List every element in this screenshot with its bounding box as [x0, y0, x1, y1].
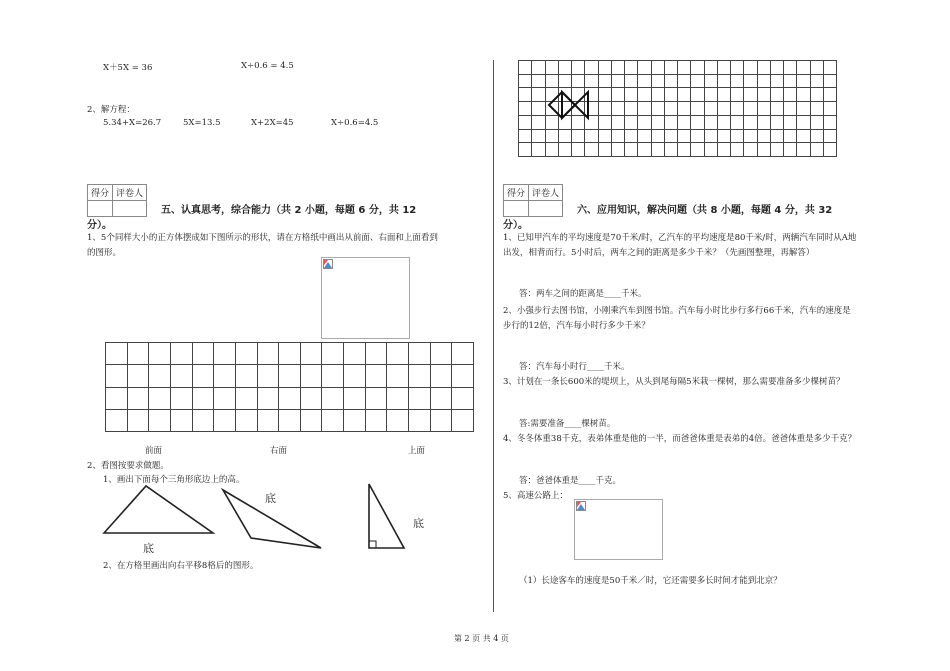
triangle-3[interactable] — [369, 484, 404, 548]
base-label: 底 — [143, 542, 154, 555]
score-label: 得分 — [88, 185, 113, 201]
answer-text: 答：两车之间的距离是____千米。 — [519, 289, 647, 299]
answer-text: 答:需要准备____棵树苗。 — [519, 419, 616, 429]
view-label-right: 右面 — [270, 446, 288, 456]
grid-lines — [518, 60, 838, 158]
section-title: 五、认真思考，综合能力（共 2 小题，每题 6 分，共 12 — [161, 205, 417, 216]
view-label-front: 前面 — [145, 446, 163, 456]
grader-label: 评卷人 — [529, 185, 563, 201]
grader-cell[interactable] — [529, 201, 563, 217]
base-label: 底 — [265, 492, 276, 505]
equation: X÷0.6=4.5 — [331, 118, 379, 128]
question-text: 1、已知甲汽车的平均速度是70千米/时，乙汽车的平均速度是80千米/时，两辆汽车同时从A地 — [503, 233, 857, 243]
question-text: （1）长途客车的速度是50千米／时，它还需要多长时间才能到北京？ — [519, 576, 782, 586]
question-text: 2、小强步行去图书馆，小刚乘汽车到图书馆。汽车每小时比步行多行66千米，汽车的速度是 — [503, 306, 851, 316]
score-cell[interactable] — [88, 201, 113, 217]
base-label: 底 — [413, 517, 424, 530]
figure-placeholder — [321, 257, 410, 339]
view-label-top: 上面 — [408, 446, 426, 456]
answer-text: 答：汽车每小时行____千米。 — [519, 362, 630, 372]
score-label: 得分 — [504, 185, 529, 201]
equation: X＋5X = 36 — [103, 63, 153, 73]
score-box — [87, 184, 147, 217]
question-text: 5、高速公路上： — [503, 491, 568, 501]
question-text: 4、冬冬体重38千克，表弟体重是他的一半，而爸爸体重是表弟的4倍。爸爸体重是多少千克？ — [503, 434, 857, 444]
question-text: 2、在方格里画出向右平移8格后的图形。 — [103, 561, 259, 571]
triangle-1[interactable] — [104, 486, 213, 533]
right-angle-mark — [369, 541, 376, 548]
question-text: 出发，相背而行。5小时后，两车之间的距离是多少千米？（先画图整理，再解答） — [503, 248, 815, 258]
grid-lines — [105, 342, 474, 432]
page-footer: 第 2 页 共 4 页 — [454, 634, 509, 643]
answer-grid[interactable] — [105, 342, 474, 436]
section-title-cont: 分）。 — [503, 220, 528, 231]
question-text: 1、5个同样大小的正方体摆成如下图所示的形状，请在方格纸中画出从前面、右面和上面看到 — [87, 233, 438, 243]
question-text: 步行的12倍，汽车每小时行多少千米？ — [503, 321, 650, 331]
question-text: 1、画出下面每个三角形底边上的高。 — [103, 475, 245, 485]
figure-placeholder — [574, 499, 663, 560]
image-icon — [323, 259, 333, 269]
score-cell[interactable] — [504, 201, 529, 217]
equation: X÷0.6 = 4.5 — [241, 61, 294, 71]
section-title: 六、应用知识，解决问题（共 8 小题，每题 4 分，共 32 — [577, 205, 833, 216]
answer-text: 答：爸爸体重是____千克。 — [519, 476, 622, 486]
grader-cell[interactable] — [113, 201, 147, 217]
section-title-cont: 分）。 — [87, 220, 112, 231]
score-box — [503, 184, 563, 217]
equation: 5.34+X=26.7 — [103, 118, 162, 128]
column-divider — [493, 60, 494, 612]
image-icon — [576, 501, 586, 511]
translation-grid[interactable] — [518, 60, 838, 162]
solve-title: 2、解方程： — [87, 105, 135, 115]
question-text: 的图形。 — [87, 248, 122, 258]
question-text: 2、看图按要求做题。 — [87, 461, 169, 471]
equation: 5X=13.5 — [183, 118, 221, 128]
grader-label: 评卷人 — [113, 185, 147, 201]
equation: X+2X=45 — [251, 118, 294, 128]
question-text: 3、计划在一条长600米的堤坝上，从头到尾每隔5米栽一棵树，那么需要准备多少棵树苗？ — [503, 377, 845, 387]
